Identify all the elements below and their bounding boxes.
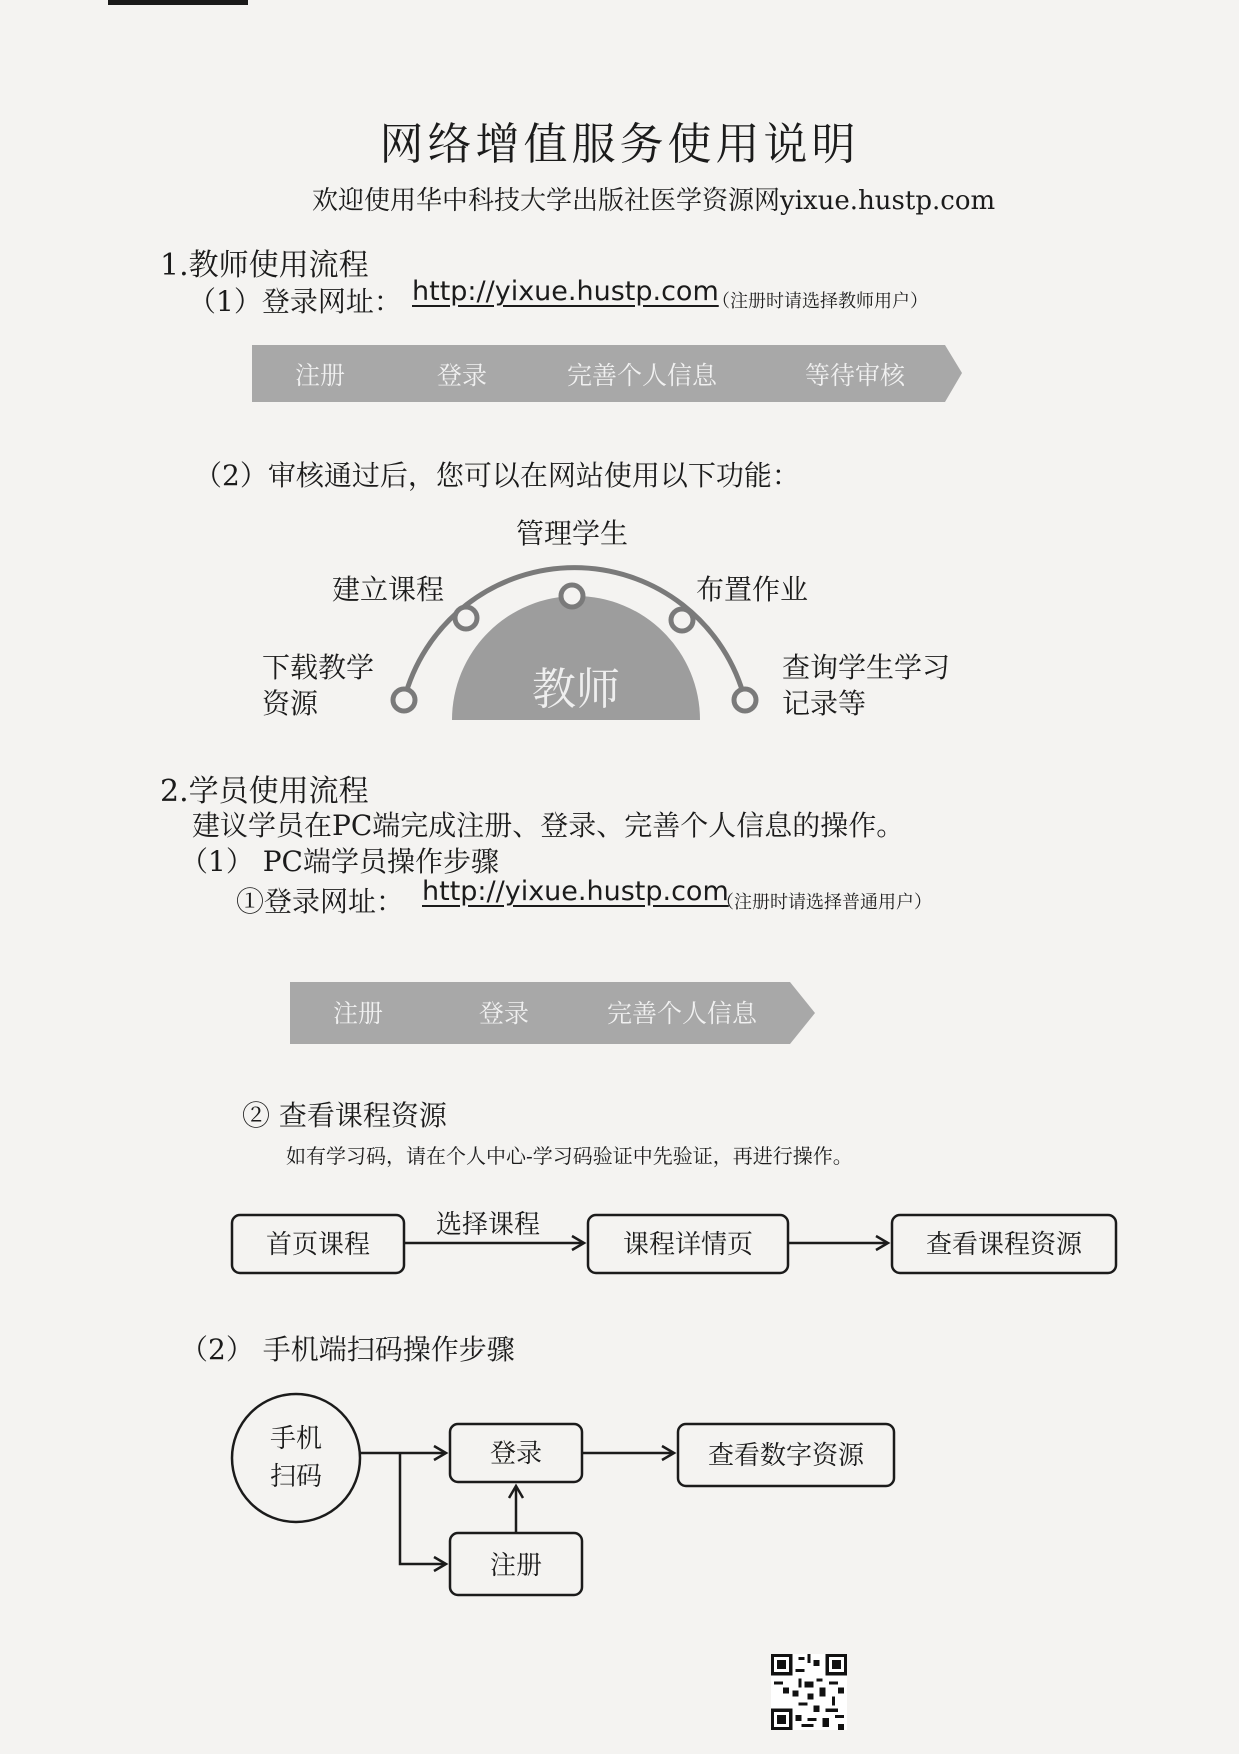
- mobile-scan-circle: [232, 1394, 360, 1522]
- student-pc-step1-label: ①登录网址：: [236, 885, 405, 918]
- feature-create-course: 建立课程: [332, 573, 445, 606]
- teacher-step1-label: （1）登录网址：: [188, 285, 402, 318]
- teacher-url-note: （注册时请选择教师用户）: [712, 291, 928, 312]
- mobile-flow: [232, 1394, 894, 1595]
- student-flow-step-1: 注册: [332, 999, 384, 1028]
- student-pc-step2-note: 如有学习码，请在个人中心-学习码验证中先验证，再进行操作。: [286, 1144, 853, 1168]
- mobile-circle-line1: 手机: [269, 1424, 323, 1454]
- student-intro: 建议学员在PC端完成注册、登录、完善个人信息的操作。: [192, 809, 905, 842]
- teacher-flow-step-3: 完善个人信息: [566, 361, 718, 390]
- qr-code-icon: [771, 1654, 847, 1730]
- feature-manage-students: 管理学生: [516, 517, 629, 550]
- page-title: 网络增值服务使用说明: [379, 119, 860, 170]
- student-flow-chevron: [290, 982, 815, 1044]
- feature-assign-homework: 布置作业: [696, 573, 809, 606]
- mobile-arrow-register: [400, 1453, 444, 1564]
- mobile-view-label: 查看数字资源: [707, 1441, 865, 1471]
- teacher-flow-chevron: [252, 345, 962, 402]
- mobile-circle-line2: 扫码: [269, 1462, 323, 1492]
- teacher-flow-step-2: 登录: [436, 361, 488, 390]
- feature-query-line1: 查询学生学习: [782, 651, 951, 684]
- teacher-flow-step-1: 注册: [294, 361, 346, 390]
- student-heading: 2.学员使用流程: [160, 774, 369, 809]
- course-arrow-label: 选择课程: [436, 1210, 541, 1240]
- arc-node-right: [734, 689, 756, 711]
- teacher-url-link[interactable]: http://yixue.hustp.com: [412, 276, 719, 307]
- arc-node-upper-left: [455, 607, 477, 629]
- student-flow-step-2: 登录: [478, 999, 530, 1028]
- student-mobile-heading: （2） 手机端扫码操作步骤: [180, 1333, 515, 1366]
- feature-download-line1: 下载教学: [262, 651, 375, 684]
- course-box-detail-label: 课程详情页: [622, 1230, 754, 1260]
- student-pc-heading: （1） PC端学员操作步骤: [180, 845, 499, 878]
- arc-node-top: [561, 585, 583, 607]
- mobile-register-label: 注册: [489, 1551, 543, 1581]
- feature-download-line2: 资源: [262, 687, 319, 720]
- mobile-login-label: 登录: [489, 1439, 543, 1469]
- student-url-link[interactable]: http://yixue.hustp.com: [422, 876, 729, 907]
- arc-node-upper-right: [671, 609, 693, 631]
- student-flow-step-3: 完善个人信息: [606, 999, 758, 1028]
- student-url-note: （注册时请选择普通用户）: [716, 892, 932, 913]
- course-box-home-label: 首页课程: [265, 1230, 371, 1260]
- teacher-center-label: 教师: [532, 664, 620, 715]
- teacher-flow-step-4: 等待审核: [804, 361, 906, 390]
- course-box-resources-label: 查看课程资源: [925, 1230, 1083, 1260]
- teacher-heading: 1.教师使用流程: [160, 248, 369, 283]
- arc-node-left: [393, 689, 415, 711]
- page-subtitle: 欢迎使用华中科技大学出版社医学资源网yixue.hustp.com: [312, 186, 996, 216]
- student-pc-step2: ② 查看课程资源: [242, 1099, 447, 1132]
- teacher-step2: （2）审核通过后，您可以在网站使用以下功能：: [194, 459, 800, 492]
- feature-query-line2: 记录等: [782, 687, 867, 720]
